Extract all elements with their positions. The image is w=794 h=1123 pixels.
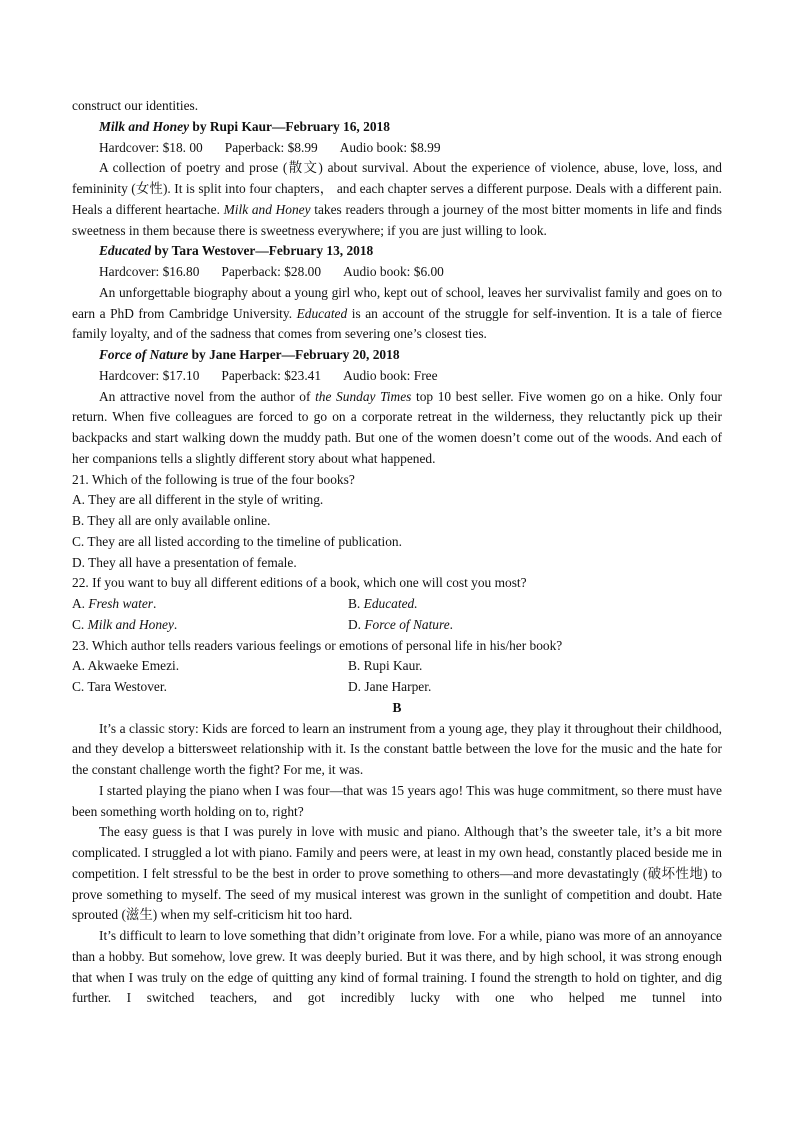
book-prices [72,138,722,159]
option-d: D. Force of Nature. [348,616,454,632]
option-d: D. They all have a presentation of female. [72,554,297,570]
passage-paragraph: It’s difficult to learn to love something that didn’t originate from love. For a while, piano was more of an annoyance than a hobby. But somehow, love grew. It was deeply buried. But it was there, and by high school, it was strong enough that when I was truly on the edge of quitting any kind of formal training. I found the strength to hold on tighter, and dig further. I switched teachers, and got incredibly lucky with one who helped me tunnel into [72,928,722,1006]
desc-italic: the Sunday Times [315,388,412,404]
passage-paragraph: I started playing the piano when I was four—that was 15 years ago! This was huge commitment, so there must have been something worth holding on to, right? [72,782,722,819]
desc-text: takes readers through a journey of the most bitter moments in life and finds sweetness in them because there is sweetness everywhere; if you are just willing to look. [72,201,723,238]
options-row [72,594,722,615]
option-a: A. They are all different in the style of writing. [72,492,324,508]
desc-text: top 10 best seller. Five women go on a hike. Only four return. When five colleagues are forced to go on a corporate retreat in the wilderness, they reluctantly pick up their backpacks and start walking down the muddy path. But one of the women doesn’t come out of the woods. And each of her companions tells a slightly different story about what happened. [72,388,722,466]
book-prices [72,366,722,387]
book-prices [72,262,722,283]
price-audio: Audio book: Free [343,367,438,383]
desc-text: is an account of the struggle for self-invention. It is a tale of fierce family loyalty, and of the sadness that comes from severing one’s closest ties. [72,305,723,342]
price-hardcover: Hardcover: $16.80 [99,264,200,279]
question-stem: 23. Which author tells readers various feelings or emotions of personal life in his/her book? [72,637,563,653]
book-byline: by Rupi Kaur—February 16, 2018 [189,118,390,134]
option-b: B. Rupi Kaur. [348,658,423,674]
passage-paragraph: It’s a classic story: Kids are forced to learn an instrument from a young age, they play it throughout their childhood, and they develop a bittersweet relationship with it. Is the constant battle between the love for the music and the hate for the constant challenge worth the fight? For me, it was. [72,720,722,777]
price-hardcover: Hardcover: $17.10 [99,367,200,383]
option-d: D. Jane Harper. [348,679,432,694]
desc-italic: Milk and Honey [223,201,311,217]
option-b: B. Educated. [348,596,418,611]
question-22 [72,573,722,635]
question-21 [72,470,722,574]
document-page [72,96,722,1009]
book-description [72,158,722,241]
opening-fragment: construct our identities. [72,98,199,113]
book-description [72,387,722,470]
options-row [72,615,722,636]
book-title: Educated [99,243,152,259]
option-c: C. Tara Westover. [72,679,167,694]
option-a: A. Akwaeke Emezi. [72,658,180,674]
price-audio: Audio book: $8.99 [339,139,441,155]
price-paperback: Paperback: $23.41 [221,367,322,383]
question-stem: 21. Which of the following is true of the four books? [72,471,355,487]
option-b: B. They all are only available online. [72,513,271,528]
desc-italic: Educated [296,305,348,321]
book-title-line [72,117,722,138]
options-row [72,677,722,698]
desc-text: A collection of poetry and prose (散文) about survival. About the experience of violence, abuse, love, loss, and femininity (女性). It is split into four chapters， and each chapter serves a different purpose. Deals with a different pain. Heals a different heartache. [72,160,722,217]
price-paperback: Paperback: $8.99 [224,139,318,155]
book-description [72,283,722,345]
book-entry-educated [72,241,722,345]
desc-text: An attractive novel from the author of [99,388,316,404]
passage-paragraph: The easy guess is that I was purely in love with music and piano. Although that’s the sweeter tale, it’s a bit more complicated. I struggled a lot with piano. Family and peers were, at least in my own head, constantly placed beside me in competition. I felt stressful to be the best in order to prove something to others—and more devastatingly (破坏性地) to prove something to myself. The seed of my musical interest was grown in the sunlight of competition and doubt. Hate sprouted (滋生) when my self-criticism hit too hard. [72,824,722,923]
question-stem: 22. If you want to buy all different editions of a book, which one will cost you most? [72,575,527,591]
option-a: A. Fresh water. [72,596,157,611]
price-hardcover: Hardcover: $18. 00 [99,139,203,155]
question-23 [72,636,722,698]
price-audio: Audio book: $6.00 [343,264,444,279]
book-title-line [72,241,722,262]
option-c: C. Milk and Honey. [72,616,178,632]
book-title: Force of Nature [99,347,189,362]
options-row [72,656,722,677]
book-title: Milk and Honey [99,118,190,134]
desc-text: An unforgettable biography about a young girl who, kept out of school, leaves her survivalist family and goes on to earn a PhD from Cambridge University. [72,284,722,321]
section-heading: B [392,699,402,715]
book-title-line [72,345,722,366]
book-byline: by Tara Westover—February 13, 2018 [151,243,374,259]
book-entry-milk-and-honey [72,117,722,242]
option-c: C. They are all listed according to the timeline of publication. [72,533,402,549]
book-byline: by Jane Harper—February 20, 2018 [188,347,400,362]
book-entry-force-of-nature [72,345,722,470]
price-paperback: Paperback: $28.00 [221,264,322,279]
